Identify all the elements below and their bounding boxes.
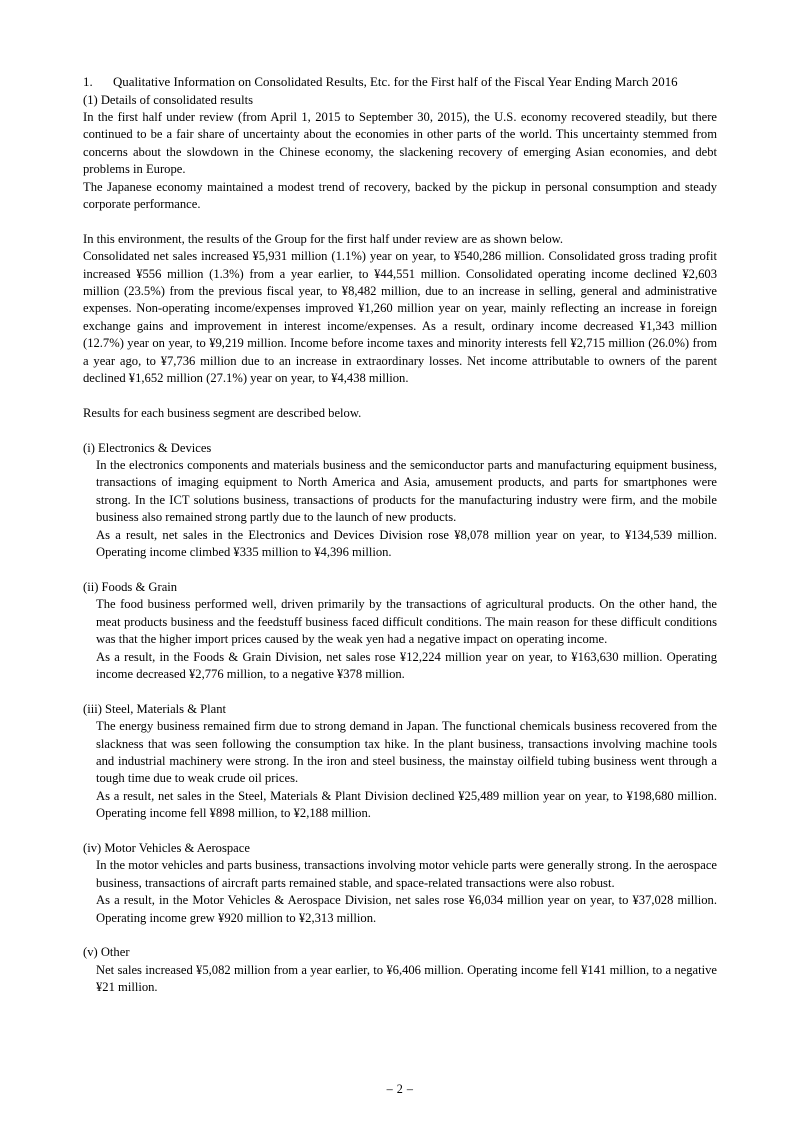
paragraph-spacer: [83, 387, 717, 404]
main-heading-text: Qualitative Information on Consolidated Results, Etc. for the First half of the Fiscal Year Ending March 2016: [113, 75, 678, 89]
page-number-footer: – 2 –: [386, 1082, 414, 1096]
main-heading-number: 1.: [83, 75, 93, 89]
segment-heading-other: (v) Other: [83, 945, 130, 960]
paragraph-consolidated-results: Consolidated net sales increased ¥5,931 million (1.1%) year on year, to ¥540,286 million. Consolidated gross trading profit increased ¥556 million (1.3%) from a year earlier, to ¥44,551 million. Consolidated operating income declined ¥2,603 million (23.5%) from the previous fiscal year, to ¥8,482 million, due to an increase in selling, general and administrative expenses. Non-operating income/expenses improved ¥1,260 million year on year, mainly reflecting an increase in foreign exchange gains and improvement in interest income/expenses. As a result, ordinary income decreased ¥1,343 million (12.7%) year on year, to ¥9,219 million. Income before income taxes and minority interests fell ¥2,715 million (26.0%) from a year ago, to ¥7,736 million due to an increase in extraordinary losses. Net income attributable to owners of the parent declined ¥1,652 million (27.1%) year on year, to ¥4,438 million.: [83, 249, 717, 386]
paragraph-spacer: [83, 213, 717, 230]
segment-result-other: Net sales increased ¥5,082 million from a year earlier, to ¥6,406 million. Operating income fell ¥141 million, to a negative ¥21 million.: [96, 962, 717, 995]
paragraph-spacer: [83, 823, 717, 840]
segment-heading-foods-grain: (ii) Foods & Grain: [83, 579, 178, 594]
segment-body-steel-materials-plant: The energy business remained firm due to strong demand in Japan. The functional chemicals business recovered from the slackness that was seen following the consumption tax hike. In the plant business, transactions involving machine tools and industrial machinery were strong. In the iron and steel business, the mainstay oilfield tubing business went through a tough time due to weak crude oil prices.: [96, 719, 717, 786]
segment-result-foods-grain: As a result, in the Foods & Grain Division, net sales rose ¥12,224 million year on year, to ¥163,630 million. Operating income decreased ¥2,776 million, to a negative ¥378 million.: [96, 649, 717, 681]
segment-heading-electronics-devices: (i) Electronics & Devices: [83, 440, 212, 455]
paragraph-segment-intro: Results for each business segment are described below.: [83, 405, 362, 420]
paragraph-spacer: [83, 927, 717, 944]
page-content: [83, 74, 717, 997]
segment-body-electronics-devices: In the electronics components and materials business and the semiconductor parts and manufacturing equipment business, transactions of imaging equipment to North America and Asia, amusement products, and parts for smartphones were strong. In the ICT solutions business, transactions of products for the manufacturing industry were firm, and the mobile business also remained strong partly due to the launch of new products.: [96, 458, 717, 525]
segment-body-motor-vehicles-aerospace: In the motor vehicles and parts business, transactions involving motor vehicle parts were generally strong. In the aerospace business, transactions of aircraft parts remained stable, and space-related transactions were also robust.: [96, 858, 717, 890]
segment-heading-motor-vehicles-aerospace: (iv) Motor Vehicles & Aerospace: [83, 840, 250, 855]
main-heading: [83, 74, 717, 92]
segment-result-steel-materials-plant: As a result, net sales in the Steel, Materials & Plant Division declined ¥25,489 million year on year, to ¥198,680 million. Operating income fell ¥898 million, to ¥2,188 million.: [96, 788, 717, 821]
segment-result-motor-vehicles-aerospace: As a result, in the Motor Vehicles & Aerospace Division, net sales rose ¥6,034 million year on year, to ¥37,028 million. Operating income grew ¥920 million to ¥2,313 million.: [96, 893, 717, 925]
paragraph-spacer: [83, 422, 717, 439]
paragraph-spacer: [83, 562, 717, 579]
segment-heading-steel-materials-plant: (iii) Steel, Materials & Plant: [83, 701, 227, 716]
paragraph-economy-overview: In the first half under review (from April 1, 2015 to September 30, 2015), the U.S. economy recovered steadily, but there continued to be a fair share of uncertainty about the economies in other parts of the world. This uncertainty stemmed from concerns about the slowdown in the Chinese economy, the slackening recovery of emerging Asian economies, and debt problems in Europe.: [83, 110, 717, 177]
sub-heading-details: (1) Details of consolidated results: [83, 92, 253, 107]
paragraph-spacer: [83, 683, 717, 700]
paragraph-japanese-economy: The Japanese economy maintained a modest trend of recovery, backed by the pickup in personal consumption and steady corporate performance.: [83, 179, 717, 212]
segment-result-electronics-devices: As a result, net sales in the Electronics and Devices Division rose ¥8,078 million year on year, to ¥134,539 million. Operating income climbed ¥335 million to ¥4,396 million.: [96, 527, 717, 560]
paragraph-environment-intro: In this environment, the results of the Group for the first half under review are as shown below.: [83, 231, 564, 246]
segment-body-foods-grain: The food business performed well, driven primarily by the transactions of agricultural products. On the other hand, the meat products business and the feedstuff business faced difficult conditions. The main reason for these difficult conditions was that the higher import prices caused by the weak yen had a negative impact on operating income.: [96, 597, 717, 647]
